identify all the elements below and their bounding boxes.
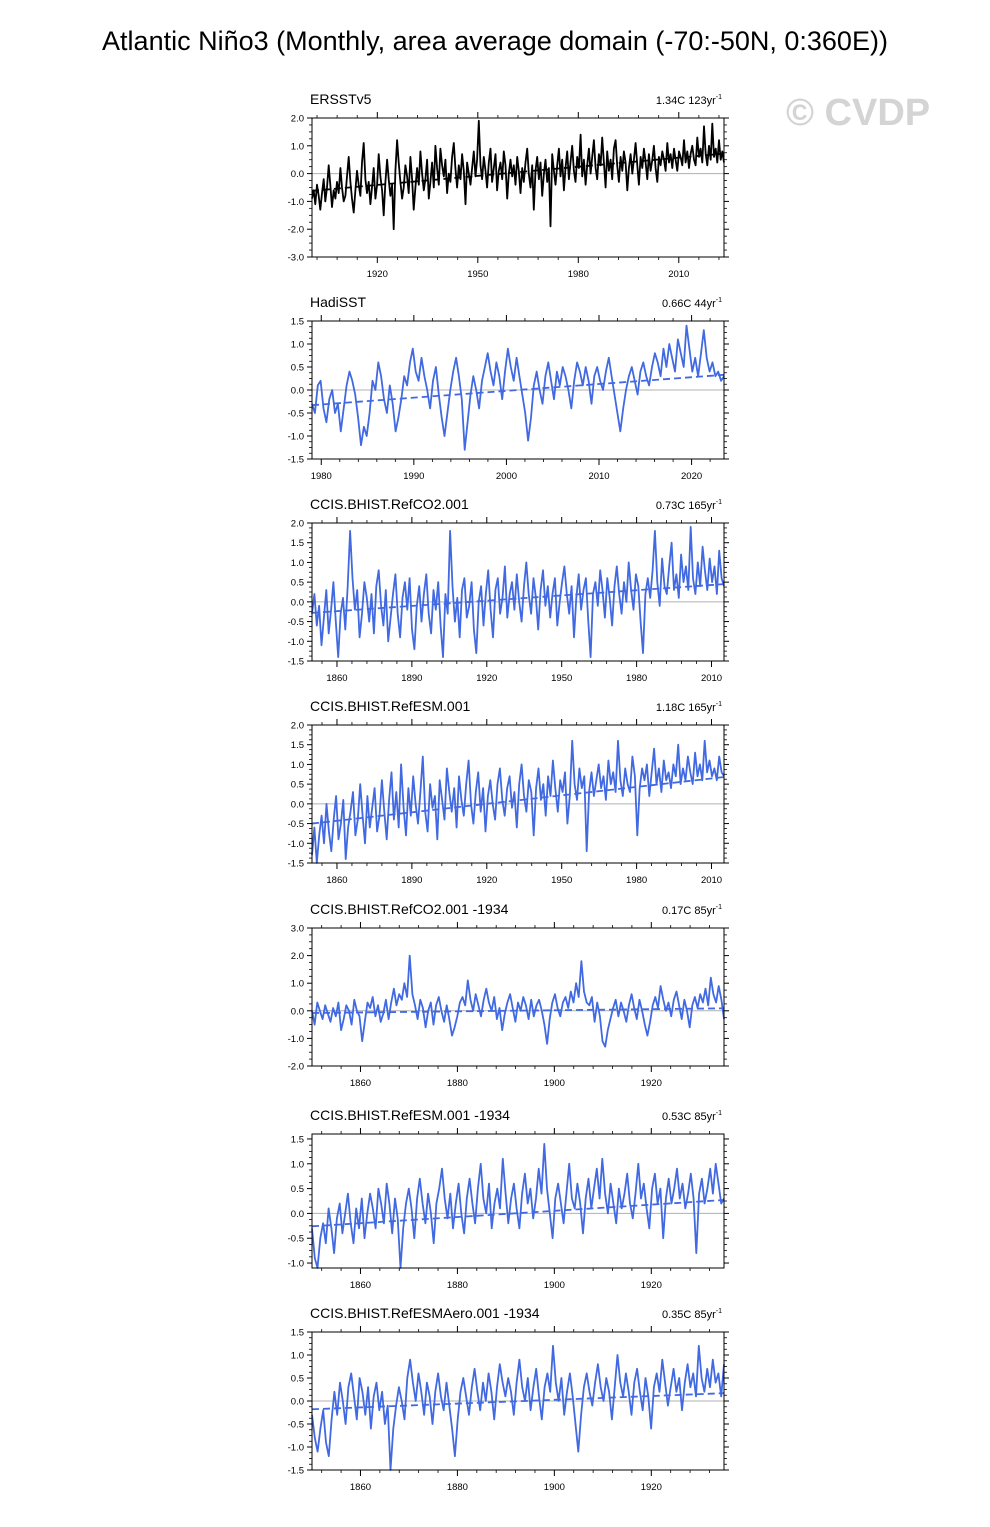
- series-line: [312, 741, 724, 863]
- trend-label: 0.53C $85yr^{-1}$: [661, 1110, 722, 1123]
- y-tick-label: 2.0: [290, 951, 304, 963]
- x-tick-label: 1920: [476, 673, 498, 684]
- y-tick-label: 0.0: [290, 1396, 304, 1408]
- chart-panel: [288, 294, 729, 482]
- panel-title: CCIS.BHIST.RefESMAero.001 -1934: [310, 1305, 540, 1321]
- chart-panel: [288, 1107, 729, 1291]
- panel-title: CCIS.BHIST.RefCO2.001: [310, 496, 469, 512]
- chart-panel: [288, 698, 729, 886]
- y-tick-label: 0.0: [290, 169, 304, 181]
- y-tick-label: 1.0: [290, 141, 304, 153]
- y-tick-label: 0.5: [290, 577, 304, 589]
- y-tick-label: 2.0: [290, 113, 304, 125]
- x-tick-label: 1950: [551, 875, 573, 886]
- trend-label: 1.34C $123yr^{-1}$: [655, 94, 722, 107]
- y-tick-label: 0.0: [290, 799, 304, 811]
- x-tick-label: 1860: [349, 1482, 372, 1493]
- x-tick-label: 2010: [588, 471, 610, 482]
- y-tick-label: 0.0: [290, 1208, 304, 1220]
- y-tick-label: -1.5: [287, 1465, 304, 1477]
- y-tick-label: 1.0: [290, 1350, 304, 1362]
- y-tick-label: 0.5: [290, 1373, 304, 1385]
- x-tick-label: 1980: [626, 875, 648, 886]
- x-tick-label: 1920: [476, 875, 498, 886]
- x-tick-label: 1950: [467, 269, 489, 280]
- x-tick-label: 2010: [668, 269, 690, 280]
- y-tick-label: 0.5: [290, 362, 304, 374]
- chart-panel: [288, 901, 729, 1089]
- chart-panel: [288, 496, 729, 684]
- y-tick-label: -0.5: [287, 1233, 304, 1245]
- x-tick-label: 1900: [543, 1280, 565, 1291]
- y-tick-label: 1.5: [290, 316, 304, 328]
- y-tick-label: -0.5: [287, 1419, 304, 1431]
- x-tick-label: 1900: [543, 1078, 565, 1089]
- trend-label: 0.35C $85yr^{-1}$: [661, 1308, 722, 1321]
- x-tick-label: 1890: [401, 673, 423, 684]
- x-tick-label: 1920: [640, 1078, 662, 1089]
- trend-exponent: -1: [715, 499, 722, 506]
- panel-title: CCIS.BHIST.RefCO2.001 -1934: [310, 901, 509, 917]
- trend-label: 0.66C $44yr^{-1}$: [661, 297, 722, 310]
- y-tick-label: -3.0: [287, 252, 304, 264]
- trend-exponent: -1: [715, 1308, 722, 1315]
- y-tick-label: 0.0: [290, 597, 304, 609]
- trend-exponent: -1: [715, 701, 722, 708]
- x-tick-label: 1900: [543, 1482, 565, 1493]
- series-line: [312, 326, 724, 450]
- watermark: © CVDP: [786, 92, 931, 134]
- y-tick-label: -2.0: [287, 1061, 304, 1073]
- y-tick-label: 0.5: [290, 779, 304, 791]
- chart-panel: [288, 91, 729, 280]
- x-tick-label: 1980: [626, 673, 648, 684]
- plot-frame: [312, 1134, 724, 1268]
- y-tick-label: -2.0: [287, 224, 304, 236]
- y-tick-label: 1.0: [290, 557, 304, 569]
- trend-exponent: -1: [715, 904, 722, 911]
- y-tick-label: 0.5: [290, 1184, 304, 1196]
- y-tick-label: 0.0: [290, 385, 304, 397]
- x-tick-label: 1890: [401, 875, 423, 886]
- y-tick-label: -1.0: [287, 431, 304, 443]
- series-line: [312, 121, 724, 229]
- x-tick-label: 2000: [495, 471, 517, 482]
- y-tick-label: 1.0: [290, 978, 304, 990]
- x-tick-label: 1860: [326, 673, 348, 684]
- plot-frame: [312, 118, 724, 257]
- page-title: Atlantic Niño3 (Monthly, area average domain (-70:-50N, 0:360E)): [102, 26, 888, 56]
- x-tick-label: 1880: [446, 1078, 468, 1089]
- x-tick-label: 1860: [349, 1280, 372, 1291]
- y-tick-label: 1.0: [290, 1159, 304, 1171]
- y-tick-label: -1.0: [287, 1258, 304, 1270]
- y-tick-label: -1.5: [287, 858, 304, 870]
- y-tick-label: 1.0: [290, 759, 304, 771]
- y-tick-label: -1.0: [287, 1033, 304, 1045]
- x-tick-label: 1950: [551, 673, 573, 684]
- y-tick-label: -0.5: [287, 408, 304, 420]
- y-tick-label: -1.0: [287, 196, 304, 208]
- y-tick-label: 0.0: [290, 1006, 304, 1018]
- x-tick-label: 1880: [446, 1280, 468, 1291]
- x-tick-label: 1990: [403, 471, 425, 482]
- panel-title: ERSSTv5: [310, 91, 372, 107]
- series-line: [312, 1346, 724, 1470]
- x-tick-label: 2010: [700, 875, 723, 886]
- y-tick-label: 1.0: [290, 339, 304, 351]
- x-tick-label: 1920: [640, 1280, 662, 1291]
- x-tick-label: 1980: [310, 471, 332, 482]
- series-line: [312, 527, 724, 657]
- trend-label: 0.17C $85yr^{-1}$: [661, 904, 722, 917]
- x-tick-label: 2010: [700, 673, 723, 684]
- y-tick-label: -0.5: [287, 617, 304, 629]
- x-tick-label: 1920: [640, 1482, 662, 1493]
- panel-title: HadiSST: [310, 294, 367, 310]
- y-tick-label: 1.5: [290, 1134, 304, 1146]
- y-tick-label: -1.0: [287, 636, 304, 648]
- y-tick-label: 1.5: [290, 1327, 304, 1339]
- trend-exponent: -1: [715, 297, 722, 304]
- x-tick-label: 1880: [446, 1482, 468, 1493]
- x-tick-label: 1860: [349, 1078, 372, 1089]
- panel-title: CCIS.BHIST.RefESM.001: [310, 698, 471, 714]
- y-tick-label: -1.5: [287, 454, 304, 466]
- y-tick-label: -1.0: [287, 1442, 304, 1454]
- x-tick-label: 1920: [366, 269, 388, 280]
- trend-exponent: -1: [715, 94, 722, 101]
- y-tick-label: -0.5: [287, 819, 304, 831]
- trend-label: 0.73C $165yr^{-1}$: [655, 499, 722, 512]
- x-tick-label: 1860: [326, 875, 348, 886]
- y-tick-label: 1.5: [290, 538, 304, 550]
- panel-title: CCIS.BHIST.RefESM.001 -1934: [310, 1107, 510, 1123]
- y-tick-label: 2.0: [290, 518, 304, 530]
- series-line: [312, 1144, 724, 1268]
- trend-exponent: -1: [715, 1110, 722, 1117]
- y-tick-label: 2.0: [290, 720, 304, 732]
- x-tick-label: 2020: [681, 471, 703, 482]
- chart-panel: [288, 1305, 729, 1493]
- series-line: [312, 956, 724, 1047]
- y-tick-label: 1.5: [290, 740, 304, 752]
- y-tick-label: 3.0: [290, 923, 304, 935]
- x-tick-label: 1980: [567, 269, 589, 280]
- y-tick-label: -1.5: [287, 656, 304, 668]
- y-tick-label: -1.0: [287, 838, 304, 850]
- trend-label: 1.18C $165yr^{-1}$: [655, 701, 722, 714]
